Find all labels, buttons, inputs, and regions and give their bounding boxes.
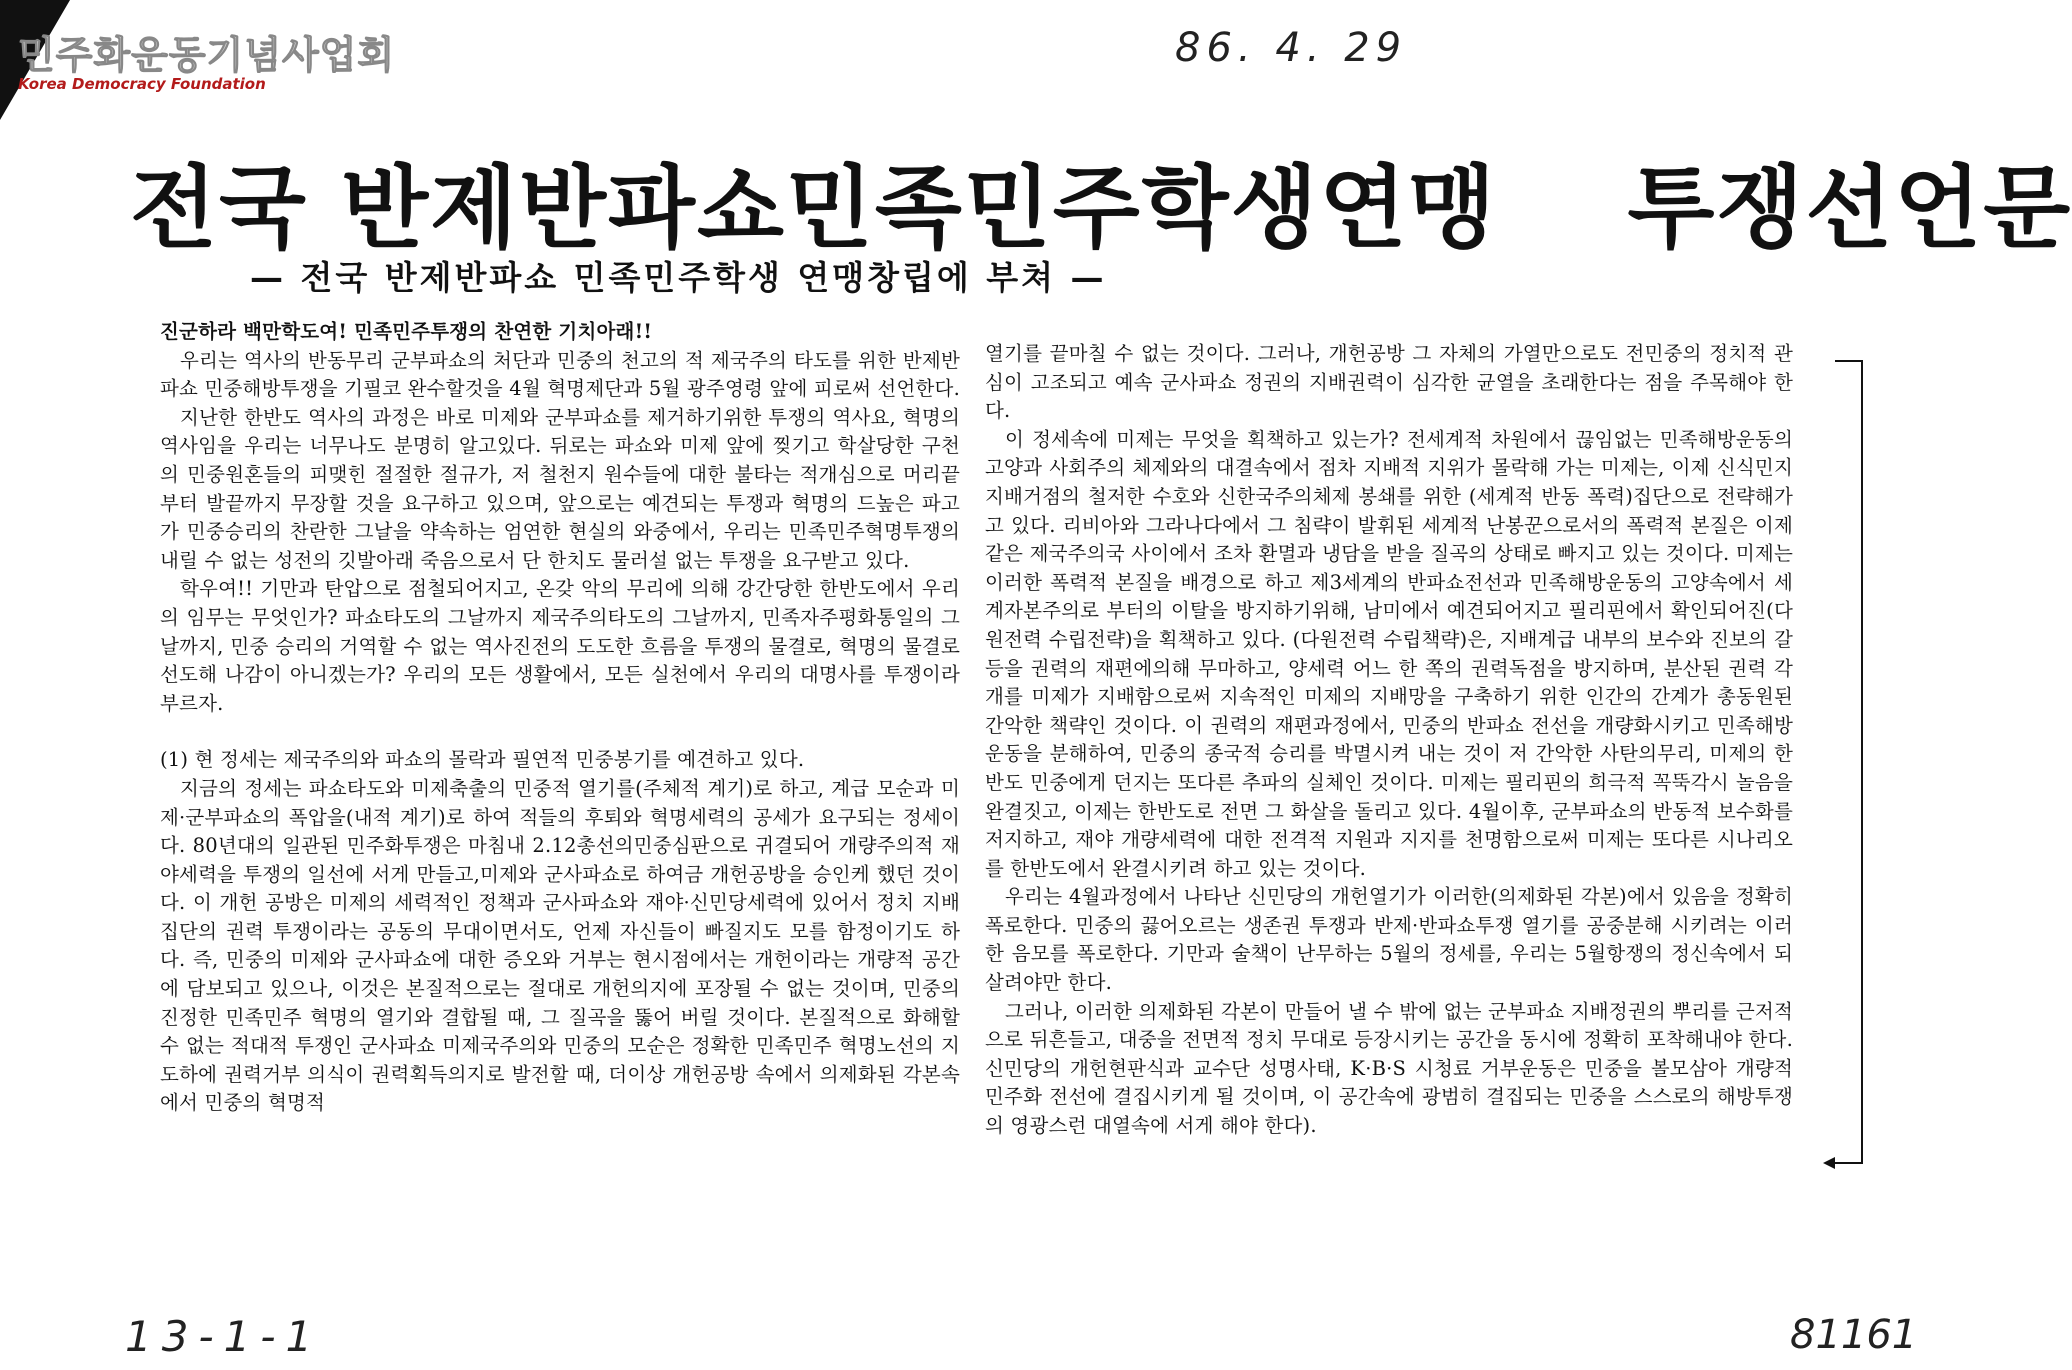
title-second: 투쟁선언문 — [1627, 156, 2072, 261]
right-text-column — [985, 340, 1793, 1141]
handwritten-date: 86. 4. 29 — [1175, 25, 1408, 71]
paragraph: 이 정세속에 미제는 무엇을 획책하고 있는가? 전세계적 차원에서 끊임없는 민족해방운동의 고양과 사회주의 체제와의 대결속에서 점차 지배적 지위가 몰락해 가는 미제는, 이제 신식민지 지배거점의 철저한 수호와 신한국주의체제 봉쇄를 위한 (세계적 반동 폭력)집단으로 전략해가고 있다. 리비아와 그라나다에서 그 침략이 발휘된 세계적 난봉꾼으로서의 폭력적 본질은 이제 같은 제국주의국 사이에서 조차 환멸과 냉담을 받을 질곡의 상태로 빠지고 있는 것이다. 미제는 이러한 폭력적 본질을 배경으로 하고 제3세계의 반파쇼전선과 민족해방운동의 고양속에서 세계자본주의로 부터의 이탈을 방지하기위해, 남미에서 예견되어지고 필리핀에서 확인되어진(다원전력 수립전략)을 획책하고 있다. (다원전력 수립책략)은, 지배계급 내부의 보수와 진보의 갈등을 권력의 재편에의해 무마하고, 양세력 어느 한 쪽의 권력독점을 방지하며, 분산된 권력 각개를 미제가 지배함으로써 지속적인 미제의 지배망을 구축하기 위한 인간의 간계가 총동원된 간악한 책략인 것이다. 이 권력의 재편과정에서, 민중의 반파쇼 전선을 개량화시키고 민족해방운동을 분해하여, 민중의 종국적 승리를 박멸시켜 내는 것이 저 간악한 사탄의무리, 미제의 한반도 민중에게 던지는 또다른 추파의 실체인 것이다. 미제는 필리핀의 희극적 꼭뚝각시 놀음을 완결짓고, 이제는 한반도로 전면 그 화살을 돌리고 있다. 4월이후, 군부파쇼의 반동적 보수화를 저지하고, 재야 개량세력에 대한 전격적 지원과 지지를 천명함으로써 미제는 또다른 시나리오를 한반도에서 완결시키려 하고 있는 것이다. — [985, 427, 1793, 880]
paragraph: 우리는 4월과정에서 나타난 신민당의 개헌열기가 이러한(의제화된 각본)에서 있음을 정확히 폭로한다. 민중의 끓어오르는 생존권 투쟁과 반제·반파쇼투쟁 열기를 공중분해 시키려는 이러한 음모를 폭로한다. 기만과 술책이 난무하는 5월의 정세를, 우리는 5월항쟁의 정신속에서 되살려야만 한다. — [985, 885, 1793, 995]
archive-watermark — [18, 24, 395, 93]
left-text-column — [160, 318, 960, 1118]
paragraph: 학우여!! 기만과 탄압으로 점철되어지고, 온갖 악의 무리에 의해 강간당한 한반도에서 우리의 임무는 무엇인가? 파쇼타도의 그날까지 제국주의타도의 그날까지, 민족자주평화통일의 그날까지, 민중 승리의 거역할 수 없는 역사진전의 도도한 흐름을 투쟁의 물결로, 혁명의 물결로 선도해 나감이 아니겠는가? 우리의 모든 생활에서, 모든 실천에서 우리의 대명사를 투쟁이라 부르자. — [160, 577, 960, 715]
handwritten-archive-code: 13-1-1 — [125, 1312, 323, 1361]
watermark-english-name: Korea Democracy Foundation — [18, 75, 266, 93]
paragraph: (1) 현 정세는 제국주의와 파쇼의 몰락과 필연적 민중봉기를 예견하고 있다. — [160, 748, 805, 772]
paragraph: 지금의 정세는 파쇼타도와 미제축출의 민중적 열기를(주체적 계기)로 하고, 계급 모순과 미제·군부파쇼의 폭압을(내적 계기)로 하여 적들의 후퇴와 혁명세력의 공세가 요구되는 정세이다. 80년대의 일관된 민주화투쟁은 마침내 2.12총선의민중심판으로 귀결되어 개량주의적 재야세력을 투쟁의 일선에 서게 만들고,미제와 군사파쇼로 하여금 개헌공방을 승인케 했던 것이다. 이 개헌 공방은 미제의 세력적인 정책과 군사파쇼와 재야·신민당세력에 있어서 정치 지배집단의 권력 투쟁이라는 공동의 무대이면서도, 언제 자신들이 빠질지도 모를 함정이기도 하다. 즉, 민중의 미제와 군사파쇼에 대한 증오와 거부는 현시점에서는 개헌이라는 개량적 공간에 담보되고 있으나, 이것은 본질적으로는 절대로 개헌의지에 포장될 수 없는 것이며, 민중의 진정한 민족민주 혁명의 열기와 결합될 때, 그 질곡을 뚫어 버릴 것이다. 본질적으로 화해할 수 없는 적대적 투쟁인 군사파쇼 미제국주의와 민중의 모순은 정확한 민족민주 혁명노선의 지도하에 권력거부 의식이 권력획득의지로 발전할 때, 더이상 개헌공방 속에서 의제화된 각본속에서 민중의 혁명적 — [160, 776, 960, 1115]
handwritten-page-number: 81161 — [1790, 1312, 1918, 1358]
paragraph: 지난한 한반도 역사의 과정은 바로 미제와 군부파쇼를 제거하기위한 투쟁의 역사요, 혁명의 역사임을 우리는 너무나도 분명히 알고있다. 뒤로는 파쇼와 미제 앞에 찢기고 학살당한 구천의 민중원혼들의 피맺힌 절절한 절규가, 저 철천지 원수들에 대한 불타는 적개심으로 머리끝부터 발끝까지 무장할 것을 요구하고 있으며, 앞으로는 예견되는 투쟁과 혁명의 드높은 파고가 민중승리의 찬란한 그날을 약속하는 엄연한 현실의 와중에서, 우리는 민족민주혁명투쟁의 내릴 수 없는 성전의 깃발아래 죽음으로서 단 한치도 물러설 없는 투쟁을 요구받고 있다. — [160, 405, 960, 572]
paragraph: 우리는 역사의 반동무리 군부파쇼의 처단과 민중의 천고의 적 제국주의 타도를 위한 반제반파쇼 민중해방투쟁을 기필코 완수할것을 4월 혁명제단과 5월 광주영령 앞에 피로써 선언한다. — [160, 348, 960, 401]
paragraph: 그러나, 이러한 의제화된 각본이 만들어 낼 수 밖에 없는 군부파쇼 지배정권의 뿌리를 근저적으로 뒤흔들고, 대중을 전면적 정치 무대로 등장시키는 공간을 동시에 정확히 포착해내야 한다. 신민당의 개헌현판식과 교수단 성명사태, K·B·S 시청료 거부운동은 민중을 볼모삼아 개량적 민주화 전선에 결집시키게 될 것이며, 이 공간속에 광범히 결집되는 민중을 스스로의 해방투쟁의 영광스런 대열속에 서게 해야 한다). — [985, 999, 1793, 1138]
paragraph: 진군하라 백만학도여! 민족민주투쟁의 찬연한 기치아래!! — [160, 320, 653, 343]
title-main: 전국 반제반파쇼민족민주학생연맹 — [130, 156, 1498, 261]
watermark-korean-name: 민주화운동기념사업회 — [18, 33, 396, 77]
paragraph: 열기를 끝마칠 수 없는 것이다. 그러나, 개헌공방 그 자체의 가열만으로도 전민중의 정치적 관심이 고조되고 예속 군사파쇼 정권의 지배권력이 심각한 균열을 초래한다는 점을 주목해야 한다. — [985, 342, 1793, 423]
document-title — [130, 135, 2072, 265]
margin-bracket-arrow — [1835, 360, 1863, 1164]
document-subtitle: — 전국 반제반파쇼 민족민주학생 연맹창립에 부쳐 — — [250, 258, 1107, 297]
